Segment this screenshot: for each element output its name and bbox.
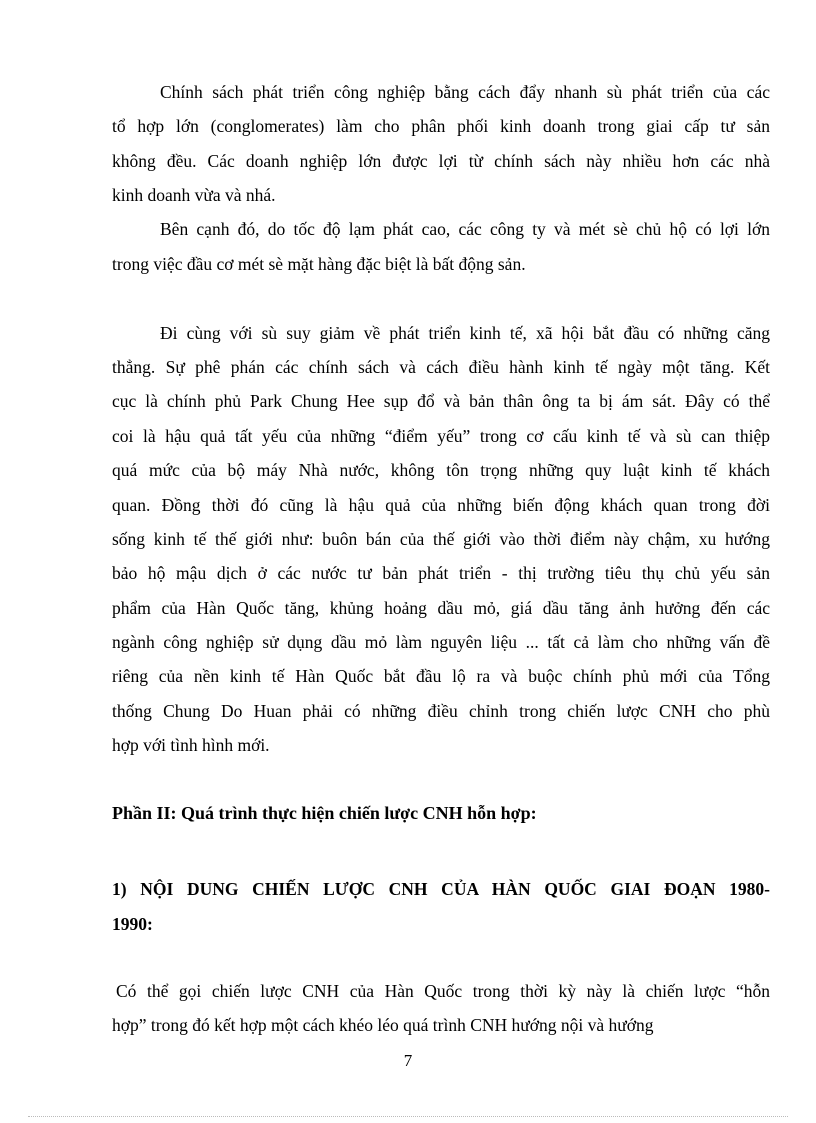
page-edge-divider [28, 1116, 788, 1117]
text-line: ngành công nghiệp sử dụng dầu mỏ làm nguyên liệu ... tất cả làm cho những vấn đề [112, 632, 770, 652]
text-line: Đi cùng với sù suy giảm về phát triển kinh tế, xã hội bắt đầu có những căng [160, 323, 770, 343]
text-line: quan. Đồng thời đó cũng là hậu quả của những biến động khách quan trong đời [112, 495, 770, 515]
text-line: kinh doanh vừa và nhá. [112, 185, 276, 205]
text-line: riêng của nền kinh tế Hàn Quốc bắt đầu lộ ra và buộc chính phủ mới của Tổng [112, 666, 770, 686]
text-line: hợp” trong đó kết hợp một cách khéo léo quá trình CNH hướng nội và hướng [112, 1015, 654, 1035]
text-line: tổ hợp lớn (conglomerates) làm cho phân phối kinh doanh trong giai cấp tư sản [112, 116, 770, 136]
text-line: sống kinh tế thế giới như: buôn bán của thế giới vào thời điểm này chậm, xu hướng [112, 529, 770, 549]
text-line: không đều. Các doanh nghiệp lớn được lợi từ chính sách này nhiều hơn các nhà [112, 151, 770, 171]
text-line: thống Chung Do Huan phải có những điều chỉnh trong chiến lược CNH cho phù [112, 701, 770, 721]
text-line: thẳng. Sự phê phán các chính sách và cách điều hành kinh tế ngày một tăng. Kết [112, 357, 770, 377]
text-line: Có thể gọi chiến lược CNH của Hàn Quốc trong thời kỳ này là chiến lược “hỗn [116, 981, 770, 1001]
text-line: Chính sách phát triển công nghiệp bằng cách đẩy nhanh sù phát triển của các [160, 82, 770, 102]
section-heading: 1) NỘI DUNG CHIẾN LƯỢC CNH CỦA HÀN QUỐC GIAI ĐOẠN 1980- [112, 879, 770, 899]
text-line: Bên cạnh đó, do tốc độ lạm phát cao, các công ty và mét sè chủ hộ có lợi lớn [160, 219, 770, 239]
text-line: trong việc đầu cơ mét sè mặt hàng đặc biệt là bất động sản. [112, 254, 526, 274]
part-heading: Phần II: Quá trình thực hiện chiến lược CNH hỗn hợp: [112, 803, 537, 823]
section-heading: 1990: [112, 914, 153, 934]
text-line: phẩm của Hàn Quốc tăng, khủng hoảng dầu mỏ, giá dầu tăng ảnh hưởng đến các [112, 598, 770, 618]
text-line: bảo hộ mậu dịch ở các nước tư bản phát triển - thị trường tiêu thụ chủ yếu sản [112, 563, 770, 583]
text-line: coi là hậu quả tất yếu của những “điểm yếu” trong cơ cấu kinh tế và sù can thiệp [112, 426, 770, 446]
text-line: quá mức của bộ máy Nhà nước, không tôn trọng những quy luật kinh tế khách [112, 460, 770, 480]
text-line: cục là chính phủ Park Chung Hee sụp đổ và bản thân ông ta bị ám sát. Đây có thể [112, 391, 770, 411]
text-line: hợp với tình hình mới. [112, 735, 270, 755]
page-number: 7 [403, 1051, 413, 1070]
